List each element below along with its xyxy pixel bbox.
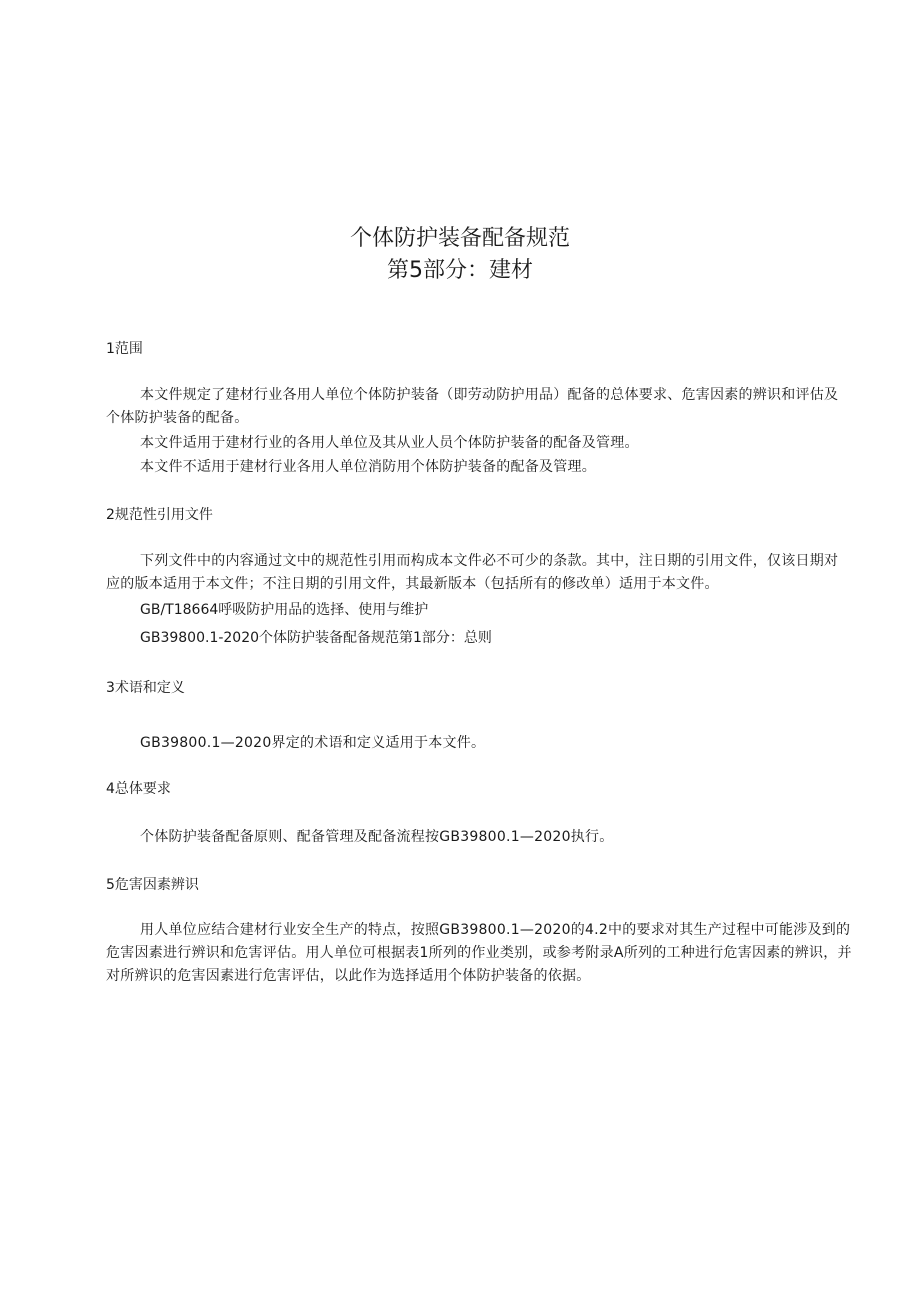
section-heading-scope: 1范围	[106, 341, 143, 357]
section-heading-hazard-identification: 5危害因素辨识	[106, 877, 199, 893]
section-heading-normative-references: 2规范性引用文件	[106, 507, 213, 523]
general-requirements-paragraph: 个体防护装备配备原则、配备管理及配备流程按GB39800.1—2020执行。	[140, 829, 614, 845]
scope-paragraph-3: 本文件不适用于建材行业各用人单位消防用个体防护装备的配备及管理。	[140, 459, 596, 475]
document-subtitle: 第5部分：建材	[387, 258, 533, 283]
reference-item: GB/T18664呼吸防护用品的选择、使用与维护	[140, 602, 429, 618]
document-title: 个体防护装备配备规范	[349, 226, 570, 251]
terms-paragraph: GB39800.1—2020界定的术语和定义适用于本文件。	[140, 735, 486, 751]
reference-item: GB39800.1-2020个体防护装备配备规范第1部分：总则	[140, 630, 492, 646]
normative-references-paragraph: 下列文件中的内容通过文中的规范性引用而构成本文件必不可少的条款。其中，注日期的引用文件，仅该日期对应的版本适用于本文件；不注日期的引用文件，其最新版本（包括所有的修改单）适用于本文件。	[106, 553, 839, 592]
hazard-identification-paragraph: 用人单位应结合建材行业安全生产的特点，按照GB39800.1—2020的4.2中的要求对其生产过程中可能涉及到的危害因素进行辨识和危害评估。用人单位可根据表1所列的作业类别，或参考附录A所列的工种进行危害因素的辨识，并对所辨识的危害因素进行危害评估，以此作为选择适用个体防护装备的依据。	[106, 922, 852, 984]
scope-paragraph-1: 本文件规定了建材行业各用人单位个体防护装备（即劳动防护用品）配备的总体要求、危害因素的辨识和评估及个体防护装备的配备。	[106, 387, 839, 426]
scope-paragraph-2: 本文件适用于建材行业的各用人单位及其从业人员个体防护装备的配备及管理。	[140, 435, 639, 451]
section-heading-general-requirements: 4总体要求	[106, 781, 171, 797]
section-heading-terms: 3术语和定义	[106, 680, 185, 696]
